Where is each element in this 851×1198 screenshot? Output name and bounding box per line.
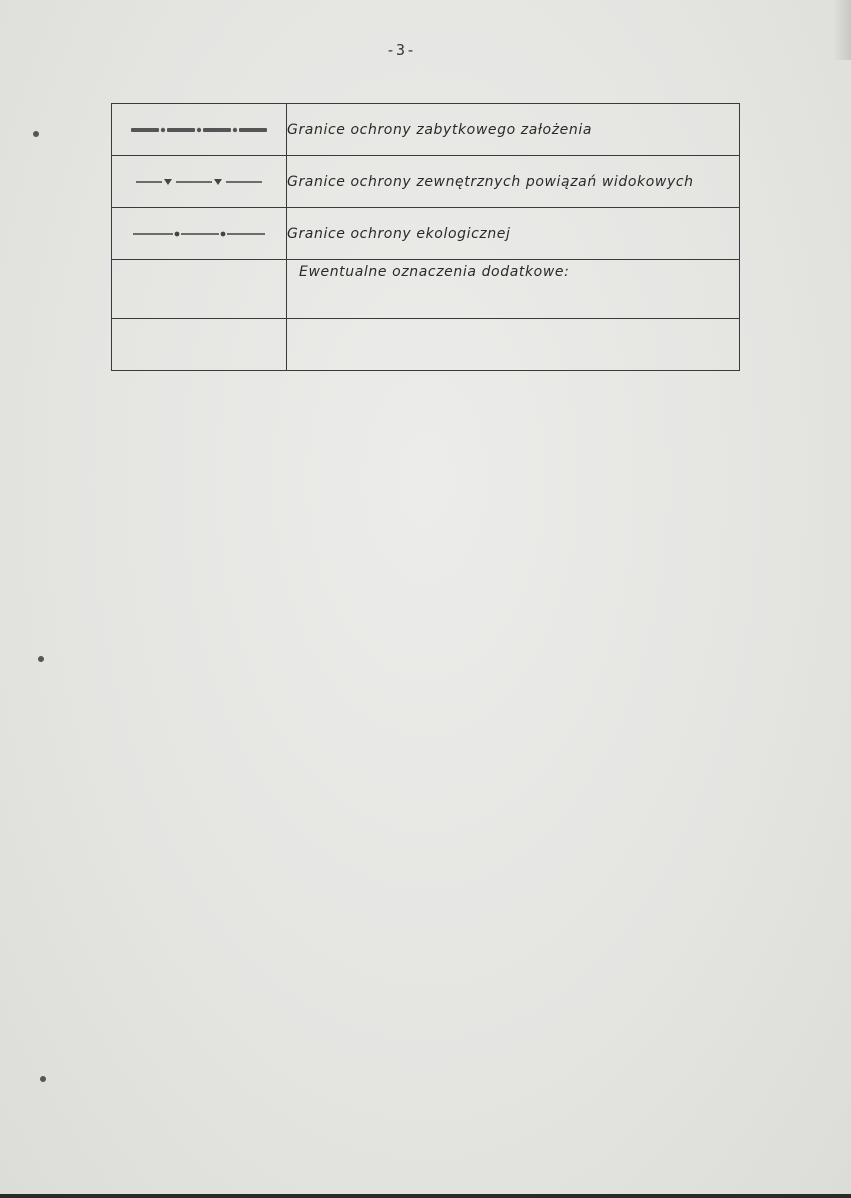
dash-dot-heavy-line-icon xyxy=(129,125,269,135)
legend-row xyxy=(112,319,740,371)
legend-symbol-cell xyxy=(112,208,287,260)
legend-row xyxy=(112,260,740,319)
page-bottom-edge xyxy=(0,1194,851,1198)
punch-hole-mark xyxy=(33,131,39,137)
legend-symbol-cell xyxy=(112,260,287,319)
legend-row xyxy=(112,156,740,208)
legend-description: Granice ochrony ekologicznej xyxy=(287,208,740,260)
punch-hole-mark xyxy=(38,656,44,662)
legend-symbol-cell xyxy=(112,156,287,208)
line-with-dots-icon xyxy=(131,228,267,240)
page-number: -3- xyxy=(386,41,417,59)
legend-description: Ewentualne oznaczenia dodatkowe: xyxy=(287,260,740,319)
legend-row xyxy=(112,208,740,260)
legend-table xyxy=(111,103,740,371)
page-corner-shadow xyxy=(833,0,851,60)
punch-hole-mark xyxy=(40,1076,46,1082)
legend-description: Granice ochrony zabytkowego założenia xyxy=(287,104,740,156)
legend-symbol-cell xyxy=(112,319,287,371)
line-with-triangles-icon xyxy=(134,176,264,188)
legend-row xyxy=(112,104,740,156)
legend-symbol-cell xyxy=(112,104,287,156)
legend-description xyxy=(287,319,740,371)
legend-description: Granice ochrony zewnętrznych powiązań widokowych xyxy=(287,156,740,208)
